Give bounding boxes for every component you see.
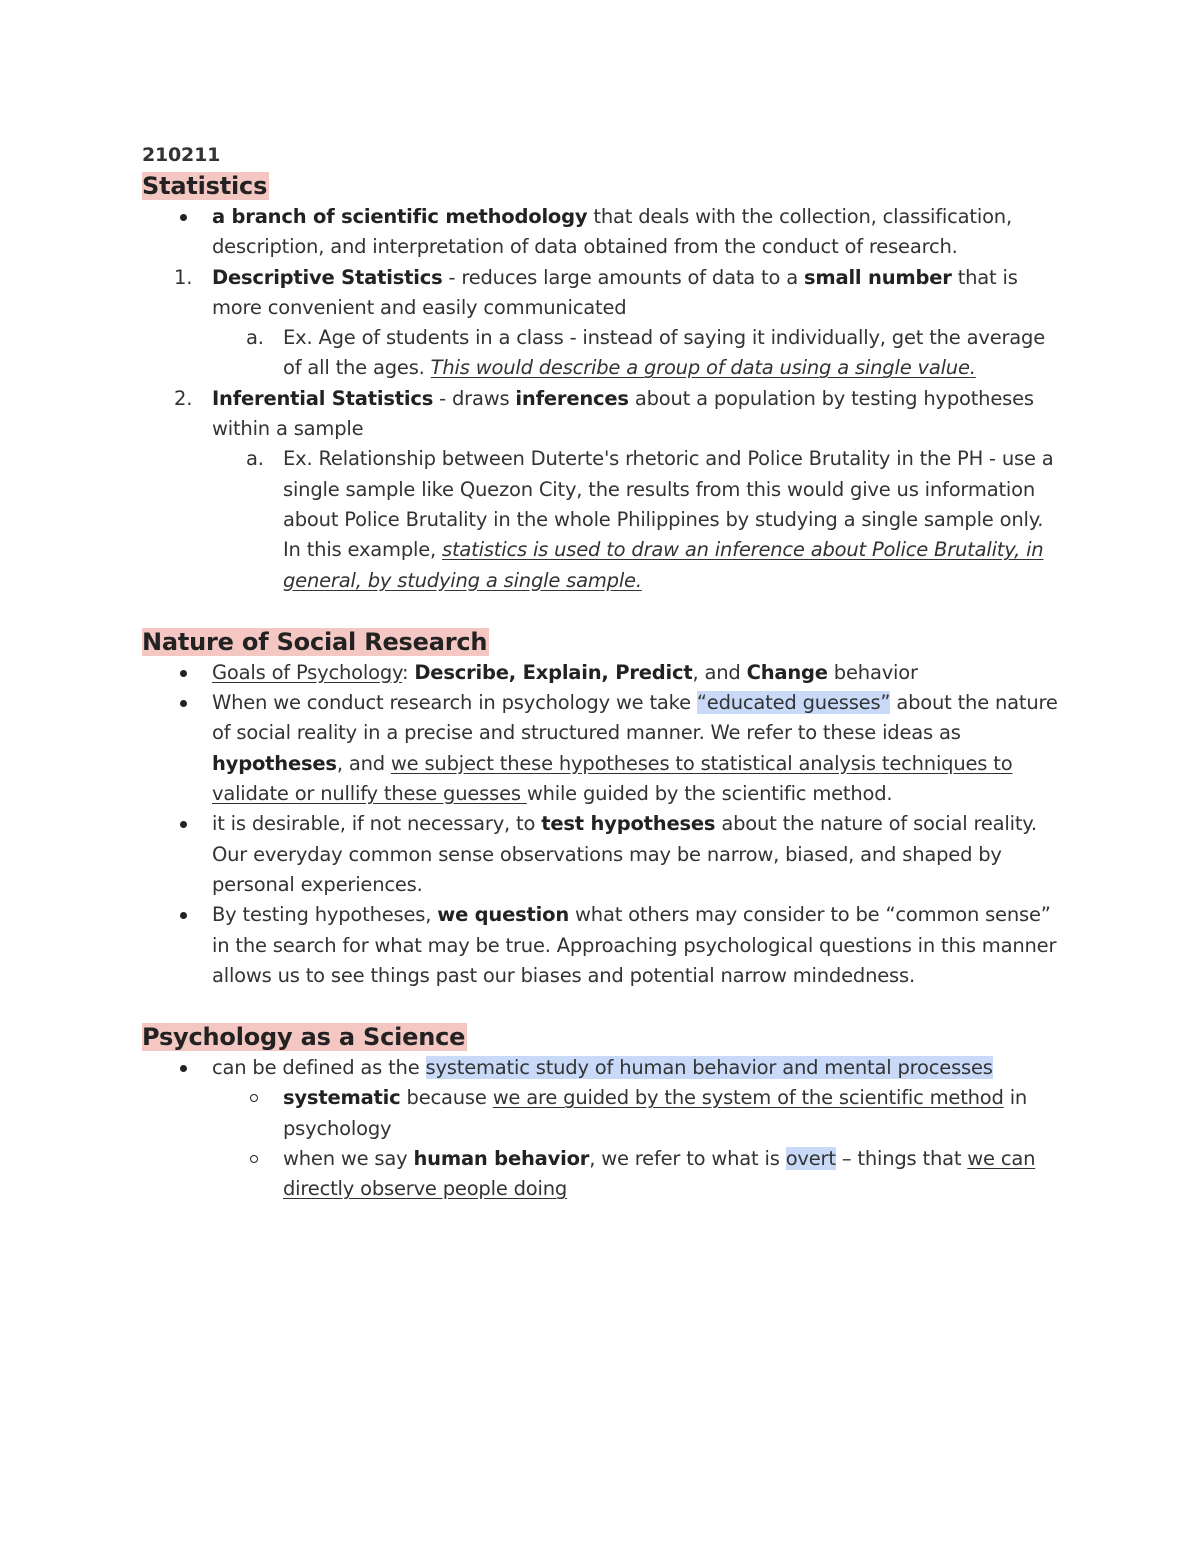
list-item-descriptive: 1. Descriptive Statistics - reduces large amounts of data to a small number that is more convenient and easily communicated a. Ex. Age of students in a class - instead of saying it individually, get the average of all the ages. This would describe a group of data using a single value. (142, 263, 1062, 384)
heading-psychology-as-a-science: Psychology as a Science (142, 1023, 466, 1052)
document-date: 210211 (142, 144, 221, 166)
heading-nature-of-social-research: Nature of Social Research (142, 627, 488, 656)
list-item: a branch of scientific methodology that deals with the collection, classification, description, and interpretation of data obtained from the conduct of research. (142, 202, 1062, 263)
list-item: it is desirable, if not necessary, to test hypotheses about the nature of social reality. Our everyday common sense observations may be narrow, biased, and shaped by personal experiences. (142, 809, 1062, 900)
heading-statistics: Statistics (142, 172, 268, 200)
statistics-list (142, 202, 1062, 263)
statistics-numbered-list (142, 263, 1062, 596)
social-research-list (142, 658, 1062, 991)
sub-item: a. Ex. Relationship between Duterte's rhetoric and Police Brutality in the PH - use a single sample like Quezon City, the results from this would give us information about Police Brutality in the whole Philippines by studying a single sample only. In this example, statistics is used to draw an inference about Police Brutality, in general, by studying a single sample. (246, 447, 1054, 592)
sub-item: when we say human behavior, we refer to what is overt – things that we can directly observe people doing (142, 1144, 1062, 1205)
sub-item: systematic because we are guided by the system of the scientific method in psychology (142, 1083, 1062, 1144)
psychology-science-list (142, 1053, 1062, 1204)
list-item: By testing hypotheses, we question what others may consider to be “common sense” in the search for what may be true. Approaching psychological questions in this manner allows us to see things past our biases and potential narrow mindedness. (142, 900, 1062, 991)
document-page (142, 140, 1062, 1205)
list-item-inferential: 2. Inferential Statistics - draws inferences about a population by testing hypotheses within a sample a. Ex. Relationship between Duterte's rhetoric and Police Brutality in the PH - use a single sample like Quezon City, the results from this would give us information about Police Brutality in the whole Philippines by studying a single sample only. In this example, statistics is used to draw an inference about Police Brutality, in general, by studying a single sample. (142, 384, 1062, 596)
list-item: Goals of Psychology: Describe, Explain, Predict, and Change behavior (142, 658, 1062, 688)
list-item: can be defined as the systematic study of human behavior and mental processes systematic because we are guided by the system of the scientific method in psychology when we say human behavior, we refer to what is overt – things that we can directly observe people doing (142, 1053, 1062, 1204)
list-item: When we conduct research in psychology we take “educated guesses” about the nature of social reality in a precise and structured manner. We refer to these ideas as hypotheses, and we subject these hypotheses to statistical analysis techniques to validate or nullify these guesses while guided by the scientific method. (142, 688, 1062, 809)
sub-item: a. Ex. Age of students in a class - instead of saying it individually, get the average of all the ages. This would describe a group of data using a single value. (246, 326, 1046, 380)
